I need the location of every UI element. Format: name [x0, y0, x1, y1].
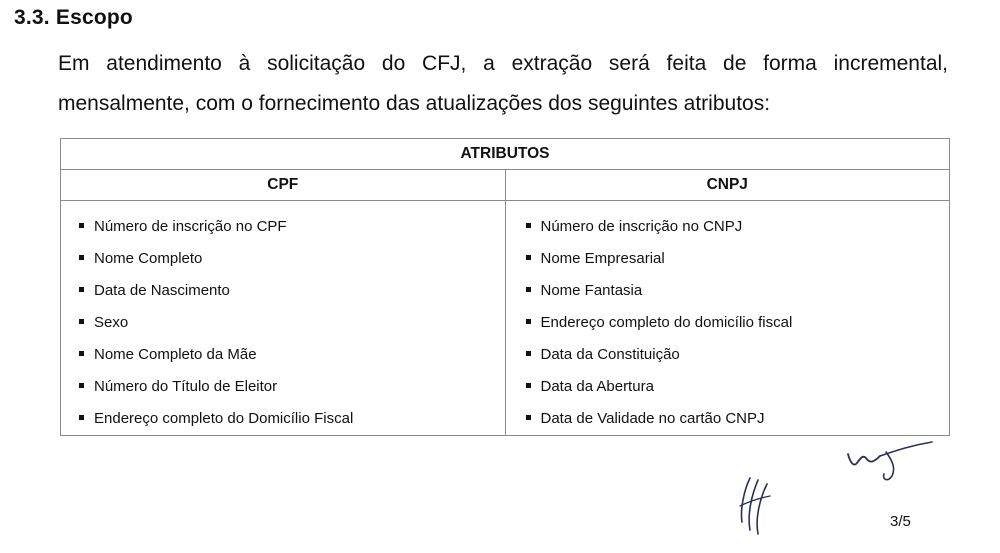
bullet-icon [526, 383, 531, 388]
list-item-label: Data da Constituição [540, 346, 680, 363]
list-item [79, 307, 505, 339]
table-title-row [61, 139, 950, 170]
list-item [79, 243, 505, 275]
bullet-icon [79, 415, 84, 420]
list-item-label: Nome Empresarial [540, 250, 665, 267]
handwritten-initials-icon [720, 440, 950, 540]
list-item [526, 339, 950, 371]
list-item [526, 275, 950, 307]
list-item-label: Nome Completo da Mãe [94, 346, 257, 363]
list-item [79, 211, 505, 243]
list-item-label: Número de inscrição no CNPJ [540, 218, 743, 235]
section-title: Escopo [55, 6, 133, 29]
list-item [79, 339, 505, 371]
bullet-icon [526, 255, 531, 260]
section-number: 3.3. [14, 6, 50, 29]
bullet-icon [79, 351, 84, 356]
bullet-icon [526, 223, 531, 228]
section-heading [14, 6, 133, 30]
list-item [526, 211, 950, 243]
attributes-table [60, 138, 950, 436]
bullet-icon [79, 223, 84, 228]
list-item [526, 307, 950, 339]
list-item-label: Data de Validade no cartão CNPJ [540, 410, 765, 427]
cnpj-attribute-list [526, 211, 950, 435]
bullet-icon [526, 319, 531, 324]
table-header-row [61, 170, 950, 201]
list-item [526, 371, 950, 403]
table-title: ATRIBUTOS [61, 139, 950, 170]
column-header-cpf: CPF [61, 170, 506, 201]
bullet-icon [79, 255, 84, 260]
list-item-label: Nome Fantasia [540, 282, 643, 299]
paragraph-line-1: Em atendimento à solicitação do CFJ, a extração será feita de forma incremental, [58, 52, 948, 75]
bullet-icon [526, 415, 531, 420]
list-item [79, 403, 505, 435]
bullet-icon [79, 383, 84, 388]
list-item [526, 403, 950, 435]
column-header-cnpj: CNPJ [505, 170, 950, 201]
cpf-attributes-cell [61, 201, 506, 436]
list-item [526, 243, 950, 275]
list-item-label: Nome Completo [94, 250, 203, 267]
list-item-label: Número de inscrição no CPF [94, 218, 287, 235]
cpf-attribute-list [79, 211, 505, 435]
bullet-icon [79, 287, 84, 292]
list-item-label: Endereço completo do Domicílio Fiscal [94, 410, 354, 427]
list-item-label: Sexo [94, 314, 129, 331]
list-item-label: Data de Nascimento [94, 282, 230, 299]
cnpj-attributes-cell [505, 201, 950, 436]
list-item [79, 371, 505, 403]
section-paragraph [58, 44, 948, 124]
paragraph-line-2: mensalmente, com o fornecimento das atualizações dos seguintes atributos: [58, 92, 771, 115]
bullet-icon [526, 287, 531, 292]
bullet-icon [79, 319, 84, 324]
table-row [61, 201, 950, 436]
list-item [79, 275, 505, 307]
bullet-icon [526, 351, 531, 356]
list-item-label: Data da Abertura [540, 378, 654, 395]
list-item-label: Endereço completo do domicílio fiscal [540, 314, 793, 331]
page-number: 3/5 [890, 513, 911, 530]
list-item-label: Número do Título de Eleitor [94, 378, 278, 395]
